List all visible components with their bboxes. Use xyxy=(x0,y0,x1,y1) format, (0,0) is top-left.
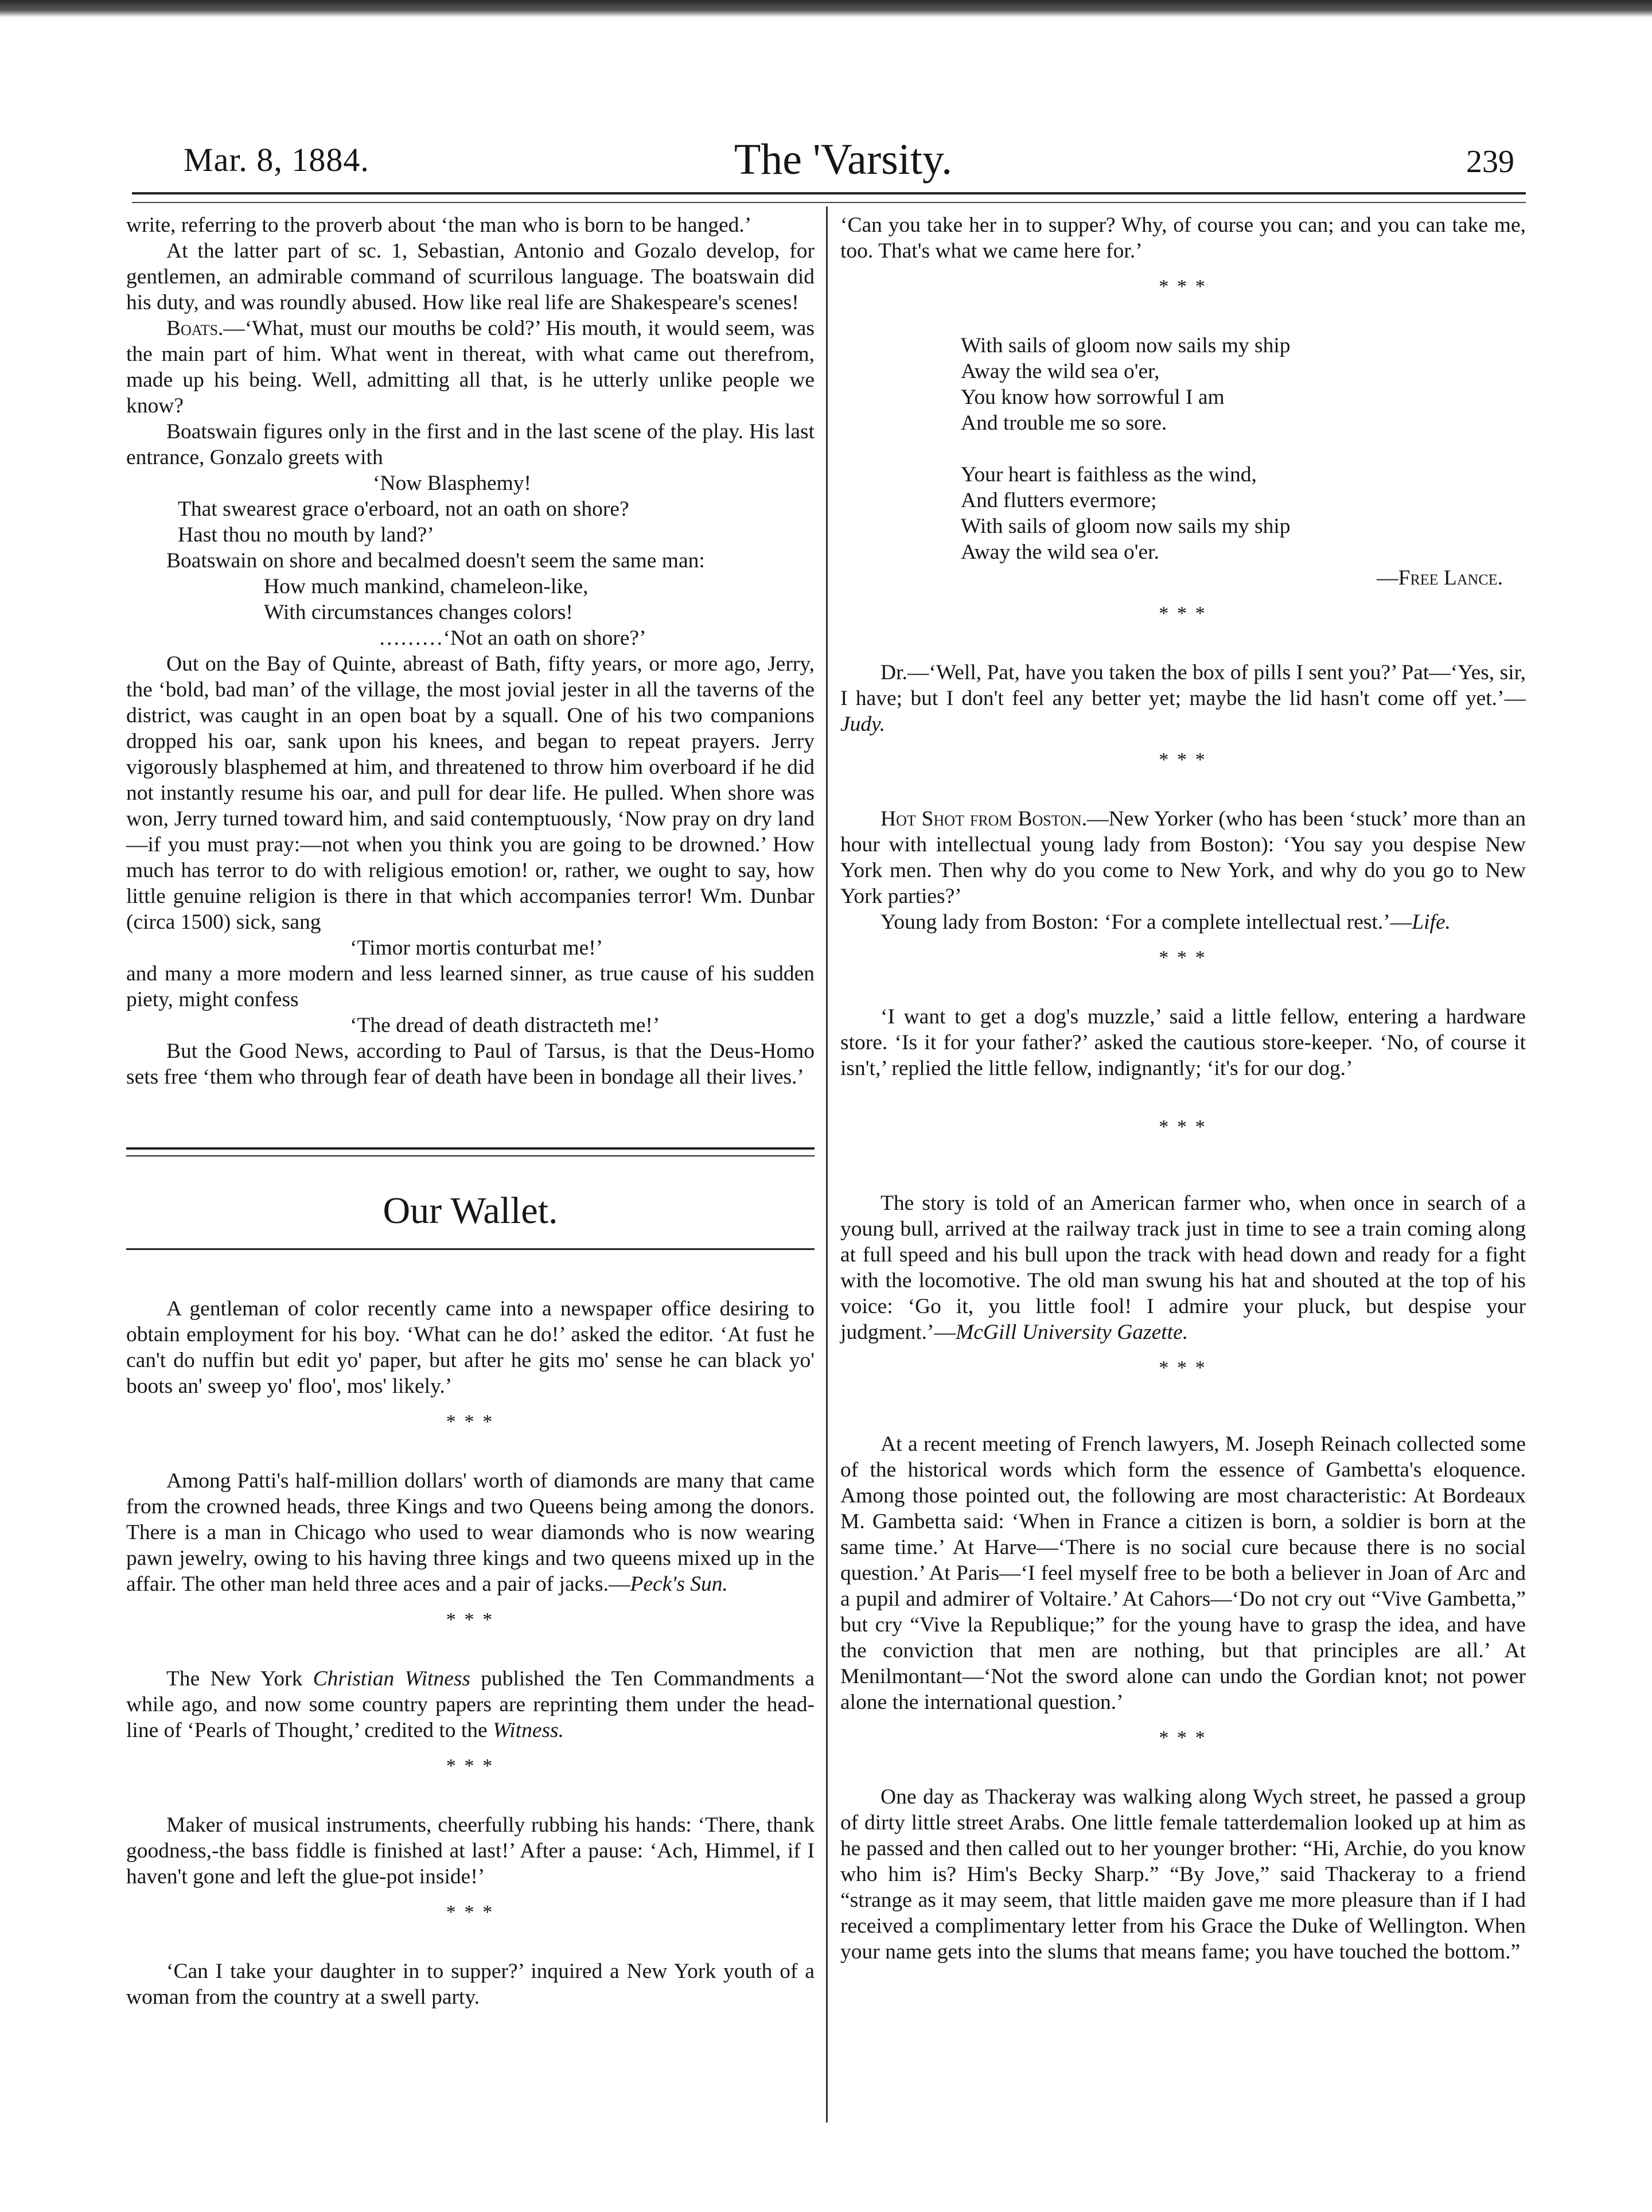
separator-stars: * * * xyxy=(1159,1357,1207,1378)
separator-stars: * * * xyxy=(446,1411,495,1432)
separator-stars: * * * xyxy=(446,1902,495,1923)
paragraph-text: published the Ten Commandments a while ago, and now some country papers are reprinting them under the head-line of ‘Pearls of Thought,’ credited to the xyxy=(126,1667,815,1742)
paragraph-text: —‘What, must our mouths be cold?’ His mouth, it would seem, was the main part of him. What went in thereat, with what came out therefrom, made up his being. Well, admitting all that, is he utterly unlike people we know? xyxy=(126,317,815,418)
paragraph: Boatswain figures only in the first and in the last scene of the play. His last entrance, Gonzalo greets with xyxy=(126,420,815,469)
separator-stars: * * * xyxy=(1159,749,1207,770)
separator-stars: * * * xyxy=(1159,1116,1207,1138)
wallet-item: A gentleman of color recently came into a newspaper office desiring to obtain employment for his boy. ‘What can he do!’ asked the editor. ‘At fust he can't do nuffin but edit yo' paper, but after he gits mo' sense he can black yo' boots an' sweep yo' floo', mos' likely.’ xyxy=(126,1297,815,1398)
wallet-item xyxy=(840,909,1526,935)
poem-line: You know how sorrowful I am xyxy=(961,385,1225,409)
header-rule xyxy=(132,192,1526,194)
page-number: 239 xyxy=(1466,144,1514,180)
newspaper-title: The 'Varsity. xyxy=(734,135,953,184)
source-credit: Life. xyxy=(1412,910,1451,934)
poem-attribution: —Free Lance. xyxy=(1377,566,1503,590)
top-page-edge xyxy=(0,0,1652,17)
source-credit: McGill University Gazette. xyxy=(956,1321,1189,1344)
quote-line: ………‘Not an oath on shore?’ xyxy=(379,626,646,650)
poem xyxy=(840,333,1526,565)
paragraph: Out on the Bay of Quinte, abreast of Bath, fifty years, or more ago, Jerry, the ‘bold, bad man’ of the village, the most jovial jester in all the taverns of the district, was caught in an open boat by a squall. One of his two companions dropped his oar, sank upon his knees, and began to repeat prayers. Jerry vigorously blasphemed at him, and threatened to throw him overboard if he did not instantly resume his oar, and pull for dear life. He pulled. When shore was won, Jerry turned toward him, and said contemptuously, ‘Now pray on dry land—if you must pray:—not when you think you are going to be drowned.’ How much has terror to do with religious emotion! or, rather, we ought to say, how little genuine religion is there in that which accompanies terror! Wm. Dunbar (circa 1500) sick, sang xyxy=(126,652,815,934)
paragraph-text: Among Patti's half-million dollars' worth of diamonds are many that came from the crowned heads, three Kings and two Queens being among the donors. There is a man in Chicago who used to wear diamonds who is now wearing pawn jewelry, owing to his having three kings and two queens mixed up in the affair. The other man held three aces and a pair of jacks.— xyxy=(126,1469,815,1596)
separator-stars: * * * xyxy=(1159,603,1207,624)
item-heading: Hot Shot from Boston. xyxy=(880,807,1088,831)
wallet-item xyxy=(840,806,1526,909)
poem-line: Away the wild sea o'er, xyxy=(961,360,1160,383)
paragraph: and many a more modern and less learned sinner, as true cause of his sudden piety, might confess xyxy=(126,962,815,1011)
paragraph: But the Good News, according to Paul of Tarsus, is that the Deus-Homo sets free ‘them who through fear of death have been in bondage all their lives.’ xyxy=(126,1039,815,1089)
wallet-item xyxy=(840,1190,1526,1345)
paragraph-text: —New Yorker (who has been ‘stuck’ more than an hour with intellectual young lady from Boston): ‘You say you despise New York men. Then why do you come to New York, and why do you go to New York parties?’ xyxy=(840,807,1526,908)
poem-line: Away the wild sea o'er. xyxy=(961,540,1159,564)
wallet-item: ‘I want to get a dog's muzzle,’ said a little fellow, entering a hardware store. ‘Is it for your father?’ asked the cautious store-keeper. ‘No, of course it isn't,’ replied the little fellow, indignantly; ‘it's for our dog.’ xyxy=(840,1005,1526,1080)
source-credit: Judy. xyxy=(840,712,886,736)
quote-line: Hast thou no mouth by land?’ xyxy=(178,523,434,547)
poem-line: With sails of gloom now sails my ship xyxy=(961,515,1291,538)
separator-stars: * * * xyxy=(446,1755,495,1777)
poem-line: Your heart is faithless as the wind, xyxy=(961,463,1257,486)
section-title-rule xyxy=(126,1248,815,1250)
issue-date: Mar. 8, 1884. xyxy=(184,141,369,178)
wallet-item xyxy=(126,1468,815,1597)
wallet-item: At a recent meeting of French lawyers, M. Joseph Reinach collected some of the historical words which form the essence of Gambetta's eloquence. Among those pointed out, the following are most characteristic: At Bordeaux M. Gambetta said: ‘When in France a citizen is born, a soldier is born at the same time.’ At Harve—‘There is no social cure because there is no social question.’ At Paris—‘I feel myself free to be both a believer in Joan of Arc and a pupil and admirer of Voltaire.’ At Cahors—‘Do not cry out “Vive Gambetta,” but cry “Vive la Republique;” for the young have to grasp the idea, and have the conviction that men are nothing, but that principles are all.’ At Menilmontant—‘Not the sword alone can undo the Gordian knot; not power alone the international question.’ xyxy=(840,1432,1526,1714)
paragraph-text: Dr.—‘Well, Pat, have you taken the box of pills I sent you?’ Pat—‘Yes, sir, I have; but I don't feel any better yet; maybe the lid hasn't come off yet.’— xyxy=(840,661,1526,710)
section-title: Our Wallet. xyxy=(383,1190,558,1232)
wallet-item: One day as Thackeray was walking along Wych street, he passed a group of dirty little street Arabs. One little female tatterdemalion looked up at him as he passed and then called out to her younger brother: “Hi, Archie, do you know who him is? Him's Becky Sharp.” “By Jove,” said Thackeray to a friend “strange as it may seem, that little maiden gave me more pleasure than if I had received a complimentary letter from his Grace the Duke of Wellington. When your name gets into the slums that means fame; you have touched the bottom.” xyxy=(840,1785,1526,1964)
paragraph: write, referring to the proverb about ‘the man who is born to be hanged.’ xyxy=(126,213,752,237)
paragraph-text: Young lady from Boston: ‘For a complete intellectual rest.’— xyxy=(880,910,1412,934)
quote-line: With circumstances changes colors! xyxy=(264,601,573,624)
wallet-item: Maker of musical instruments, cheerfully rubbing his hands: ‘There, thank goodness,-the bass fiddle is finished at last!’ After a pause: ‘Ach, Himmel, if I haven't gone and left the glue-pot inside!’ xyxy=(126,1813,815,1888)
page-header xyxy=(161,123,1526,186)
source-credit: Peck's Sun. xyxy=(630,1572,728,1596)
quote-line: ‘Now Blasphemy! xyxy=(373,472,531,495)
left-column xyxy=(126,212,815,2010)
poem-line: With sails of gloom now sails my ship xyxy=(961,334,1291,357)
paragraph-text: The New York xyxy=(166,1667,313,1691)
paragraph: Boatswain on shore and becalmed doesn't seem the same man: xyxy=(166,549,705,573)
quote-line: ‘Timor mortis conturbat me!’ xyxy=(350,936,603,960)
speaker-name: Boats. xyxy=(166,317,224,340)
column-divider xyxy=(826,207,828,2123)
header-rule-thin xyxy=(132,202,1526,203)
separator-stars: * * * xyxy=(446,1609,495,1630)
paragraph xyxy=(126,316,815,419)
quote-line: ‘The dread of death distracteth me!’ xyxy=(350,1014,660,1037)
quote-line: That swearest grace o'erboard, not an oath on shore? xyxy=(178,497,629,521)
section-rule xyxy=(126,1147,815,1156)
poem-line: And flutters evermore; xyxy=(961,489,1157,512)
publication-name: Witness. xyxy=(493,1719,564,1742)
paragraph-text: The story is told of an American farmer who, when once in search of a young bull, arrived at the railway track just in time to see a train coming along at full speed and his bull upon the track with head down and ready for a fight with the locomotive. The old man swung his hat and shouted at the top of his voice: ‘Go it, you little fool! I admire your pluck, but despise your judgment.’— xyxy=(840,1191,1526,1344)
paragraph: ‘Can you take her in to supper? Why, of course you can; and you can take me, too. That's what we came here for.’ xyxy=(840,213,1526,263)
paragraph: At the latter part of sc. 1, Sebastian, Antonio and Gozalo develop, for gentlemen, an admirable command of scurrilous language. The boatswain did his duty, and was roundly abused. How like real life are Shakespeare's scenes! xyxy=(126,239,815,314)
publication-name: Christian Witness xyxy=(313,1667,471,1691)
wallet-item: ‘Can I take your daughter in to supper?’ inquired a New York youth of a woman from the country at a swell party. xyxy=(126,1960,815,2009)
separator-stars: * * * xyxy=(1159,947,1207,968)
right-column xyxy=(840,212,1526,1965)
quote-line: How much mankind, chameleon-like, xyxy=(264,575,589,598)
separator-stars: * * * xyxy=(1159,1727,1207,1748)
separator-stars: * * * xyxy=(1159,276,1207,297)
poem-line: And trouble me so sore. xyxy=(961,411,1167,435)
wallet-item xyxy=(840,660,1526,737)
wallet-item xyxy=(126,1666,815,1743)
